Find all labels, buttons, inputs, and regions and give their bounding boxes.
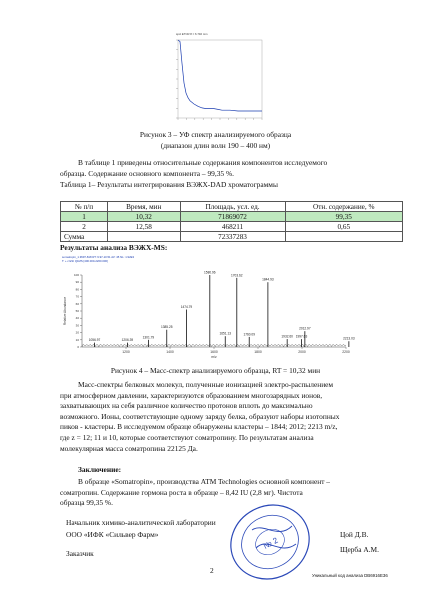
uv-chart-header: spct ETCR 8 = 6.740 mm: [176, 32, 208, 36]
paragraph-2-line: возможного. Ионы, соответствующие одному заряду белка, образуют наборы изотопных: [60, 411, 340, 421]
ms-y-tick-label: 70: [75, 294, 79, 299]
ms-peak-label: 1844.93: [262, 277, 274, 282]
table-row: [61, 222, 403, 232]
ms-y-tick-label: 60: [75, 301, 79, 306]
table-row: [61, 212, 403, 222]
ms-x-tick-label: 1400: [166, 350, 174, 354]
ms-peak-label: 1385.25: [160, 325, 173, 330]
uv-spectrum-chart: [168, 36, 268, 128]
paragraph-2: [60, 380, 403, 454]
uv-figure-caption: Рисунок 3 – УФ спектр анализируемого образца: [139, 130, 292, 139]
conclusion-line: соматропин. Содержание гормона роста в образце – 8,42 IU (2,8 мг). Чистота: [60, 487, 303, 497]
organization-stamp: [222, 500, 318, 584]
ms-peak-label: 1997.63: [295, 334, 308, 339]
ms-peak-label: 1580.96: [204, 270, 216, 275]
mass-spectrum-chart: [60, 263, 360, 363]
table-cell: 12,58: [107, 222, 180, 232]
table-cell-empty: [285, 232, 403, 242]
ms-x-tick-label: 1200: [122, 350, 130, 354]
ms-y-tick-label: 50: [75, 309, 79, 313]
ms-x-tick-label: 1600: [210, 350, 218, 354]
paragraph-1-line-1: В таблице 1 приведены относительные содержания компонентов исследуемого: [78, 158, 328, 167]
ms-y-tick-label: 0: [77, 345, 79, 349]
table-header-cell: Время, мин: [107, 202, 180, 212]
ms-peak-label: 1301.79: [142, 335, 155, 340]
ms-heading: Результаты анализа ВЭЖХ-MS:: [60, 243, 168, 252]
ms-peak-label: 1474.79: [180, 305, 193, 310]
ms-peak-label: 1703.62: [231, 273, 243, 278]
paragraph-1-line-2: образца. Содержание основного компонента – 99,35 %.: [60, 169, 234, 178]
table-cell-empty: [107, 232, 180, 242]
ms-y-tick-label: 90: [75, 280, 79, 285]
table-header-cell: Площадь, усл. ед.: [180, 202, 285, 212]
ms-peak-label: 1056.97: [88, 338, 101, 343]
table-header-cell: Отн. содержание, %: [285, 202, 403, 212]
ms-peak-label: 2012.97: [299, 326, 311, 331]
ms-chart-header-2: T: + c ESI Q1MS [400.000-2200.000]: [62, 259, 108, 263]
uv-plot-frame: [178, 40, 262, 118]
paragraph-2-line: пиков - кластеры. В исследуемом образце обнаружены кластеры – 1844; 2012; 2213 m/z,: [60, 422, 338, 432]
ms-y-tick-label: 10: [75, 337, 79, 342]
ms-peak-label: 1760.09: [243, 332, 255, 337]
table-cell: 468211: [180, 222, 285, 232]
table-sum-row: [61, 232, 403, 242]
lab-head-title: Начальник химико-аналитической лаборатории: [66, 518, 216, 527]
ms-y-tick-label: 30: [75, 323, 79, 328]
organization-name: ООО «ИФК «Сильвер Фарм»: [66, 530, 159, 539]
ms-x-tick-label: 2000: [298, 350, 306, 354]
sum-label: Сумма: [61, 232, 108, 242]
sum-value: 72337283: [180, 232, 285, 242]
ms-peak-label: 1932.60: [281, 334, 293, 339]
ms-x-tick-label: 1800: [254, 350, 262, 354]
ms-y-tick-label: 100: [73, 273, 79, 277]
conclusion-line: В образце «Somatropin», производства ATM Technologies основной компонент –: [78, 477, 330, 486]
results-table: [60, 201, 403, 242]
ms-y-tick-label: 80: [75, 287, 79, 292]
paragraph-2-line: захватывающих на себя различное количество протонов вплоть до максимально: [60, 401, 313, 411]
ms-baseline-noise: [82, 344, 346, 347]
table-header-row: [61, 202, 403, 212]
lab-head-name: Цой Д.В.: [340, 530, 369, 539]
ms-y-tick-label: 40: [75, 316, 79, 321]
table-cell: 71869072: [180, 212, 285, 222]
table-cell: 0,65: [285, 222, 403, 232]
ms-peak-label: 1651.13: [219, 331, 232, 336]
customer-name: Щерба А.М.: [340, 545, 379, 554]
ms-figure-caption: Рисунок 4 – Масс-спектр анализируемого образца, RT = 10,32 мин: [110, 366, 321, 375]
table-cell: 99,35: [285, 212, 403, 222]
table-cell: 2: [61, 222, 108, 232]
conclusion-line: образца 99,35 %.: [60, 498, 113, 508]
ms-x-axis-label: m/z: [211, 355, 217, 359]
paragraph-2-line: при атмосферном давлении, характеризуются образованием многозарядных ионов,: [60, 390, 323, 400]
table-cell: 10,32: [107, 212, 180, 222]
table-header-cell: № п/п: [61, 202, 108, 212]
ms-peak-label: 2213.03: [343, 336, 355, 341]
uv-figure-range: (диапазон длин волн 190 – 400 нм): [160, 141, 271, 150]
paragraph-2-line: где z = 12; 11 и 10, которые соответствуют соматропину. По результатам анализа: [60, 432, 314, 442]
paragraph-2-line: молекулярная масса соматропина 22125 Да.: [60, 443, 198, 453]
table-cell: 1: [61, 212, 108, 222]
page-number: 2: [210, 566, 214, 575]
ms-y-tick-label: 20: [75, 330, 79, 335]
stamp-center-text: № 2: [261, 535, 280, 551]
customer-label: Заказчик: [66, 549, 94, 558]
paragraph-2-line: Масс-спектры белковых молекул, полученные ионизацией электро-распылением: [78, 380, 334, 389]
ms-y-axis-label: Relative Abundance: [63, 296, 67, 326]
table-title: Таблица 1– Результаты интегрирования ВЭЖХ-DAD хроматограммы: [60, 180, 278, 189]
ms-x-tick-label: 2200: [342, 350, 350, 354]
conclusion-heading: Заключение:: [78, 465, 122, 474]
analysis-code: Уникальный код анализа DB6916E36: [312, 573, 388, 578]
uv-spectrum-line: [178, 40, 262, 111]
ms-peak-label: 1206.39: [121, 338, 134, 343]
ms-chart-header-1: somatropin_1 #697-818 RT: 9.97-10.51 AV: 45 NL: 1.92E3: [62, 255, 135, 259]
